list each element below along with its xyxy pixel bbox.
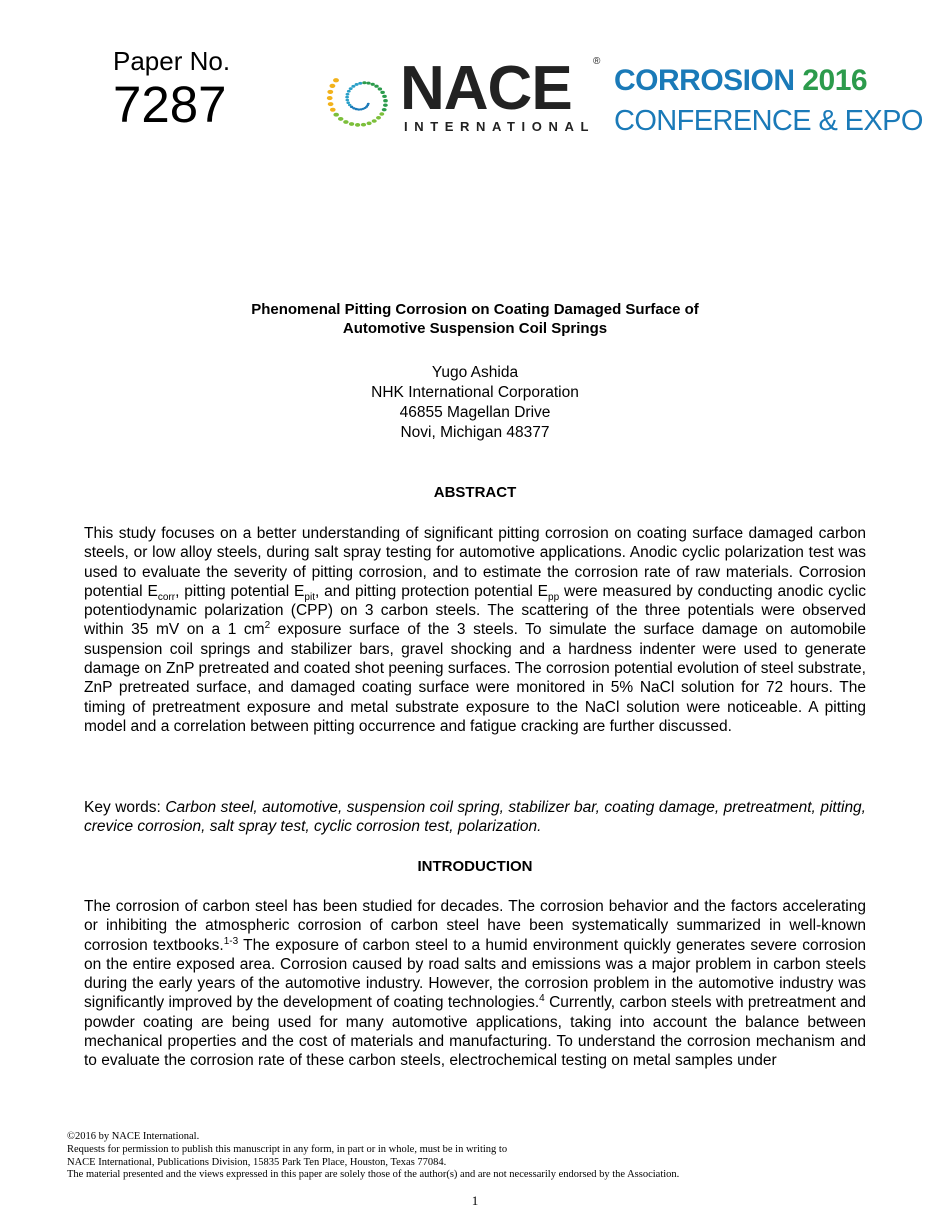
swirl-dot xyxy=(345,99,349,102)
swirl-dot xyxy=(330,108,336,112)
swirl-dot xyxy=(343,120,348,124)
author-organization: NHK International Corporation xyxy=(371,384,579,401)
nace-international-text: INTERNATIONAL xyxy=(404,119,595,134)
conference-title xyxy=(614,64,867,98)
page-number: 1 xyxy=(471,1193,479,1208)
swirl-dot xyxy=(333,78,339,82)
conference-year: 2016 xyxy=(802,64,868,97)
keywords-text: Carbon steel, automotive, suspension coil spring, stabilizer bar, coating damage, pretreatment, pitting, crevice corrosion, salt spray test, cyclic corrosion test, polarization. xyxy=(84,799,866,836)
swirl-dot xyxy=(351,85,355,88)
swirl-dot xyxy=(346,101,350,104)
swirl-dot xyxy=(327,96,333,100)
swirl-dot xyxy=(355,83,359,86)
abstract-heading: ABSTRACT xyxy=(433,484,517,501)
registered-mark: ® xyxy=(593,56,601,67)
swirl-dot xyxy=(327,90,333,94)
swirl-dot xyxy=(382,95,387,98)
swirl-dot xyxy=(383,104,388,107)
keywords-label: Key words: xyxy=(84,799,161,816)
abstract-paragraph: This study focuses on a better understanding of significant pitting corrosion on coating surface damaged carbon steels, or low alloy steels, during salt spray testing for automotive applications. Anodic cyclic polarization test was used to evaluate the severity of pitting corrosion, and to estimate the corrosion rate of raw materials. Corrosion potential $E_{corr}$, pitting potential $E_{pit}$, and pitting protection potential $E_{pp}$ were measured by conducting anodic cyclic potentiodynamic polarization (CPP) on 3 carbon steels. The scattering of the three potentials were observed within 35 mV on a 1 $cm^2$ exposure surface of the 3 steels. To simulate the surface damage on automobile suspension coil springs and stabilizer bars, gravel shocking and a hardness indenter were used to generate damage on ZnP pretreated and coated shot peening surfaces. The corrosion potential evolution of steel substrate, ZnP pretreated surface, and damaged coating surface were monitored in 5% NaCl solution for 72 hours. The timing of pretreatment exposure and metal substrate exposure to the NaCl solution were noticeable. A pitting model and a correlation between pitting occurrence and fatigue cracking are further discussed. xyxy=(84,525,867,735)
swirl-dot xyxy=(345,96,349,99)
paper-title-line-1: Phenomenal Pitting Corrosion on Coating Damaged Surface of xyxy=(251,301,699,318)
swirl-dot xyxy=(355,123,360,127)
swirl-dot xyxy=(362,81,366,84)
swirl-dot xyxy=(348,104,352,107)
nace-swirl-logo-icon xyxy=(322,62,402,138)
author-street: 46855 Magellan Drive xyxy=(399,404,551,421)
paper-number-block xyxy=(113,46,230,132)
footer-disclaimer: The material presented and the views expressed in this paper are solely those of the author(s) and are not necessarily endorsed by the Association. xyxy=(67,1169,680,1181)
paper-number: 7287 xyxy=(113,76,227,133)
swirl-dot xyxy=(379,112,384,116)
swirl-dot xyxy=(376,116,381,120)
swirl-dot xyxy=(366,82,370,85)
swirl-dot xyxy=(380,91,385,94)
swirl-dot xyxy=(328,102,334,106)
footer-permission: Requests for permission to publish this manuscript in any form, in part or in whole, must be in writing to xyxy=(67,1143,508,1155)
author-city: Novi, Michigan 48377 xyxy=(400,424,550,441)
keywords-paragraph xyxy=(84,798,866,837)
paper-number-label: Paper No. xyxy=(113,46,231,76)
paper-title xyxy=(0,300,950,338)
author-block xyxy=(0,363,950,443)
swirl-dot xyxy=(358,82,362,85)
swirl-dot xyxy=(349,87,353,90)
nace-logo-text: NACE xyxy=(400,54,572,123)
swirl-dot xyxy=(371,83,375,86)
swirl-dot xyxy=(367,121,372,125)
swirl-dot xyxy=(347,90,351,93)
swirl-dot xyxy=(361,123,366,127)
swirl-dot xyxy=(382,108,387,111)
copyright-footer xyxy=(67,1131,897,1182)
swirl-dot xyxy=(378,87,382,90)
swirl-dot xyxy=(338,117,343,121)
swirl-dot xyxy=(349,122,354,126)
swirl-dot xyxy=(329,84,335,88)
swirl-dot xyxy=(374,85,378,88)
swirl-dot xyxy=(372,119,377,123)
author-name: Yugo Ashida xyxy=(431,364,519,381)
conference-name: CORROSION xyxy=(614,64,795,97)
footer-address: NACE International, Publications Division, 15835 Park Ten Place, Houston, Texas 77084. xyxy=(67,1156,447,1168)
footer-copyright: ©2016 by NACE International. xyxy=(67,1131,200,1142)
swirl-dot xyxy=(383,99,388,102)
swirl-dot xyxy=(346,93,350,96)
conference-subtitle: CONFERENCE & EXPO xyxy=(614,105,923,137)
swirl-dot xyxy=(333,113,339,117)
introduction-heading: INTRODUCTION xyxy=(417,858,533,875)
introduction-paragraph: The corrosion of carbon steel has been studied for decades. The corrosion behavior and the factors accelerating or inhibiting the atmospheric corrosion of carbon steel have been systematically summarized in well-known corrosion textbooks.$^{1-3}$ The exposure of carbon steel to a humid environment quickly generates severe corrosion on the entire exposed area. Corrosion caused by road salts and emissions was a major problem in carbon steels during the early years of the automotive industry. However, the corrosion problem in the automotive industry was significantly improved by the development of coating technologies.$^4$ Currently, carbon steels with pretreatment and powder coating are being used for many automotive applications, taking into account the balance between mechanical properties and the cost of materials and manufacturing. To understand the corrosion mechanism and to evaluate the corrosion rate of these carbon steels, electrochemical testing on metal samples under xyxy=(84,898,866,1070)
paper-title-line-2: Automotive Suspension Coil Springs xyxy=(342,320,608,337)
